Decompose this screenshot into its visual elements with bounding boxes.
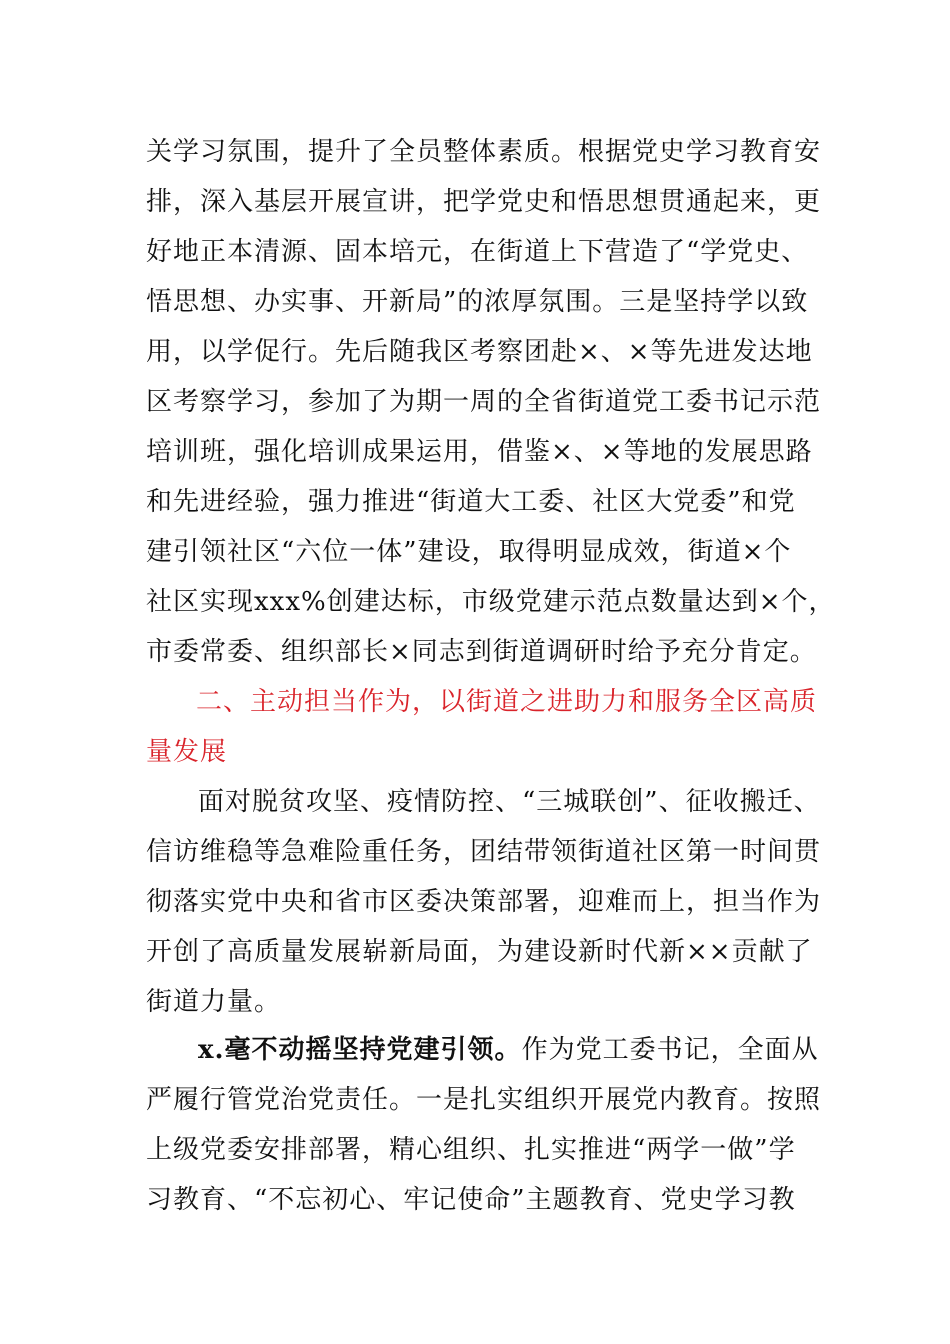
text-line: 关学习氛围，提升了全员整体素质。根据党史学习教育安	[146, 137, 822, 167]
text-line: 用，以学促行。先后随我区考察团赴×、×等先进发达地	[146, 337, 813, 367]
text-line: 习教育、“不忘初心、牢记使命”主题教育、党史学习教	[146, 1185, 796, 1215]
text-line: 彻落实党中央和省市区委决策部署，迎难而上，担当作为	[146, 887, 822, 917]
text-line: 信访维稳等急难险重任务，团结带领街道社区第一时间贯	[146, 837, 822, 867]
text-line	[198, 1025, 819, 1075]
text-span: 作为党工委书记，全面从	[521, 1035, 819, 1065]
text-line: 严履行管党治党责任。一是扎实组织开展党内教育。按照	[146, 1085, 822, 1115]
text-line: 社区实现xxx%创建达标，市级党建示范点数量达到×个，	[146, 587, 836, 617]
heading-line: 量发展	[146, 737, 228, 767]
paragraph-intro	[146, 777, 822, 1027]
text-line: 面对脱贫攻坚、疫情防控、“三城联创”、征收搬迁、	[198, 787, 821, 817]
heading-line: 二、主动担当作为，以街道之进助力和服务全区高质	[196, 687, 818, 717]
text-line: 市委常委、组织部长×同志到街道调研时给予充分肯定。	[146, 637, 817, 667]
text-line: 好地正本清源、固本培元，在街道上下营造了“学党史、	[146, 237, 809, 267]
text-line: 和先进经验，强力推进“街道大工委、社区大党委”和党	[146, 487, 796, 517]
subheading-bold: x.毫不动摇坚持党建引领。	[198, 1035, 522, 1065]
text-line: 培训班，强化培训成果运用，借鉴×、×等地的发展思路	[146, 437, 813, 467]
text-line: 悟思想、办实事、开新局”的浓厚氛围。三是坚持学以致	[146, 287, 809, 317]
section-heading	[146, 677, 818, 777]
text-line: 排，深入基层开展宣讲，把学党史和悟思想贯通起来，更	[146, 187, 822, 217]
text-line: 区考察学习，参加了为期一周的全省街道党工委书记示范	[146, 387, 822, 417]
text-line: 开创了高质量发展崭新局面，为建设新时代新××贡献了	[146, 937, 813, 967]
paragraph-continuation	[146, 127, 836, 687]
paragraph-party-leadership	[146, 1025, 822, 1225]
text-line: 建引领社区“六位一体”建设，取得明显成效，街道×个	[146, 537, 792, 567]
text-line: 街道力量。	[146, 987, 282, 1017]
text-line: 上级党委安排部署，精心组织、扎实推进“两学一做”学	[146, 1135, 796, 1165]
